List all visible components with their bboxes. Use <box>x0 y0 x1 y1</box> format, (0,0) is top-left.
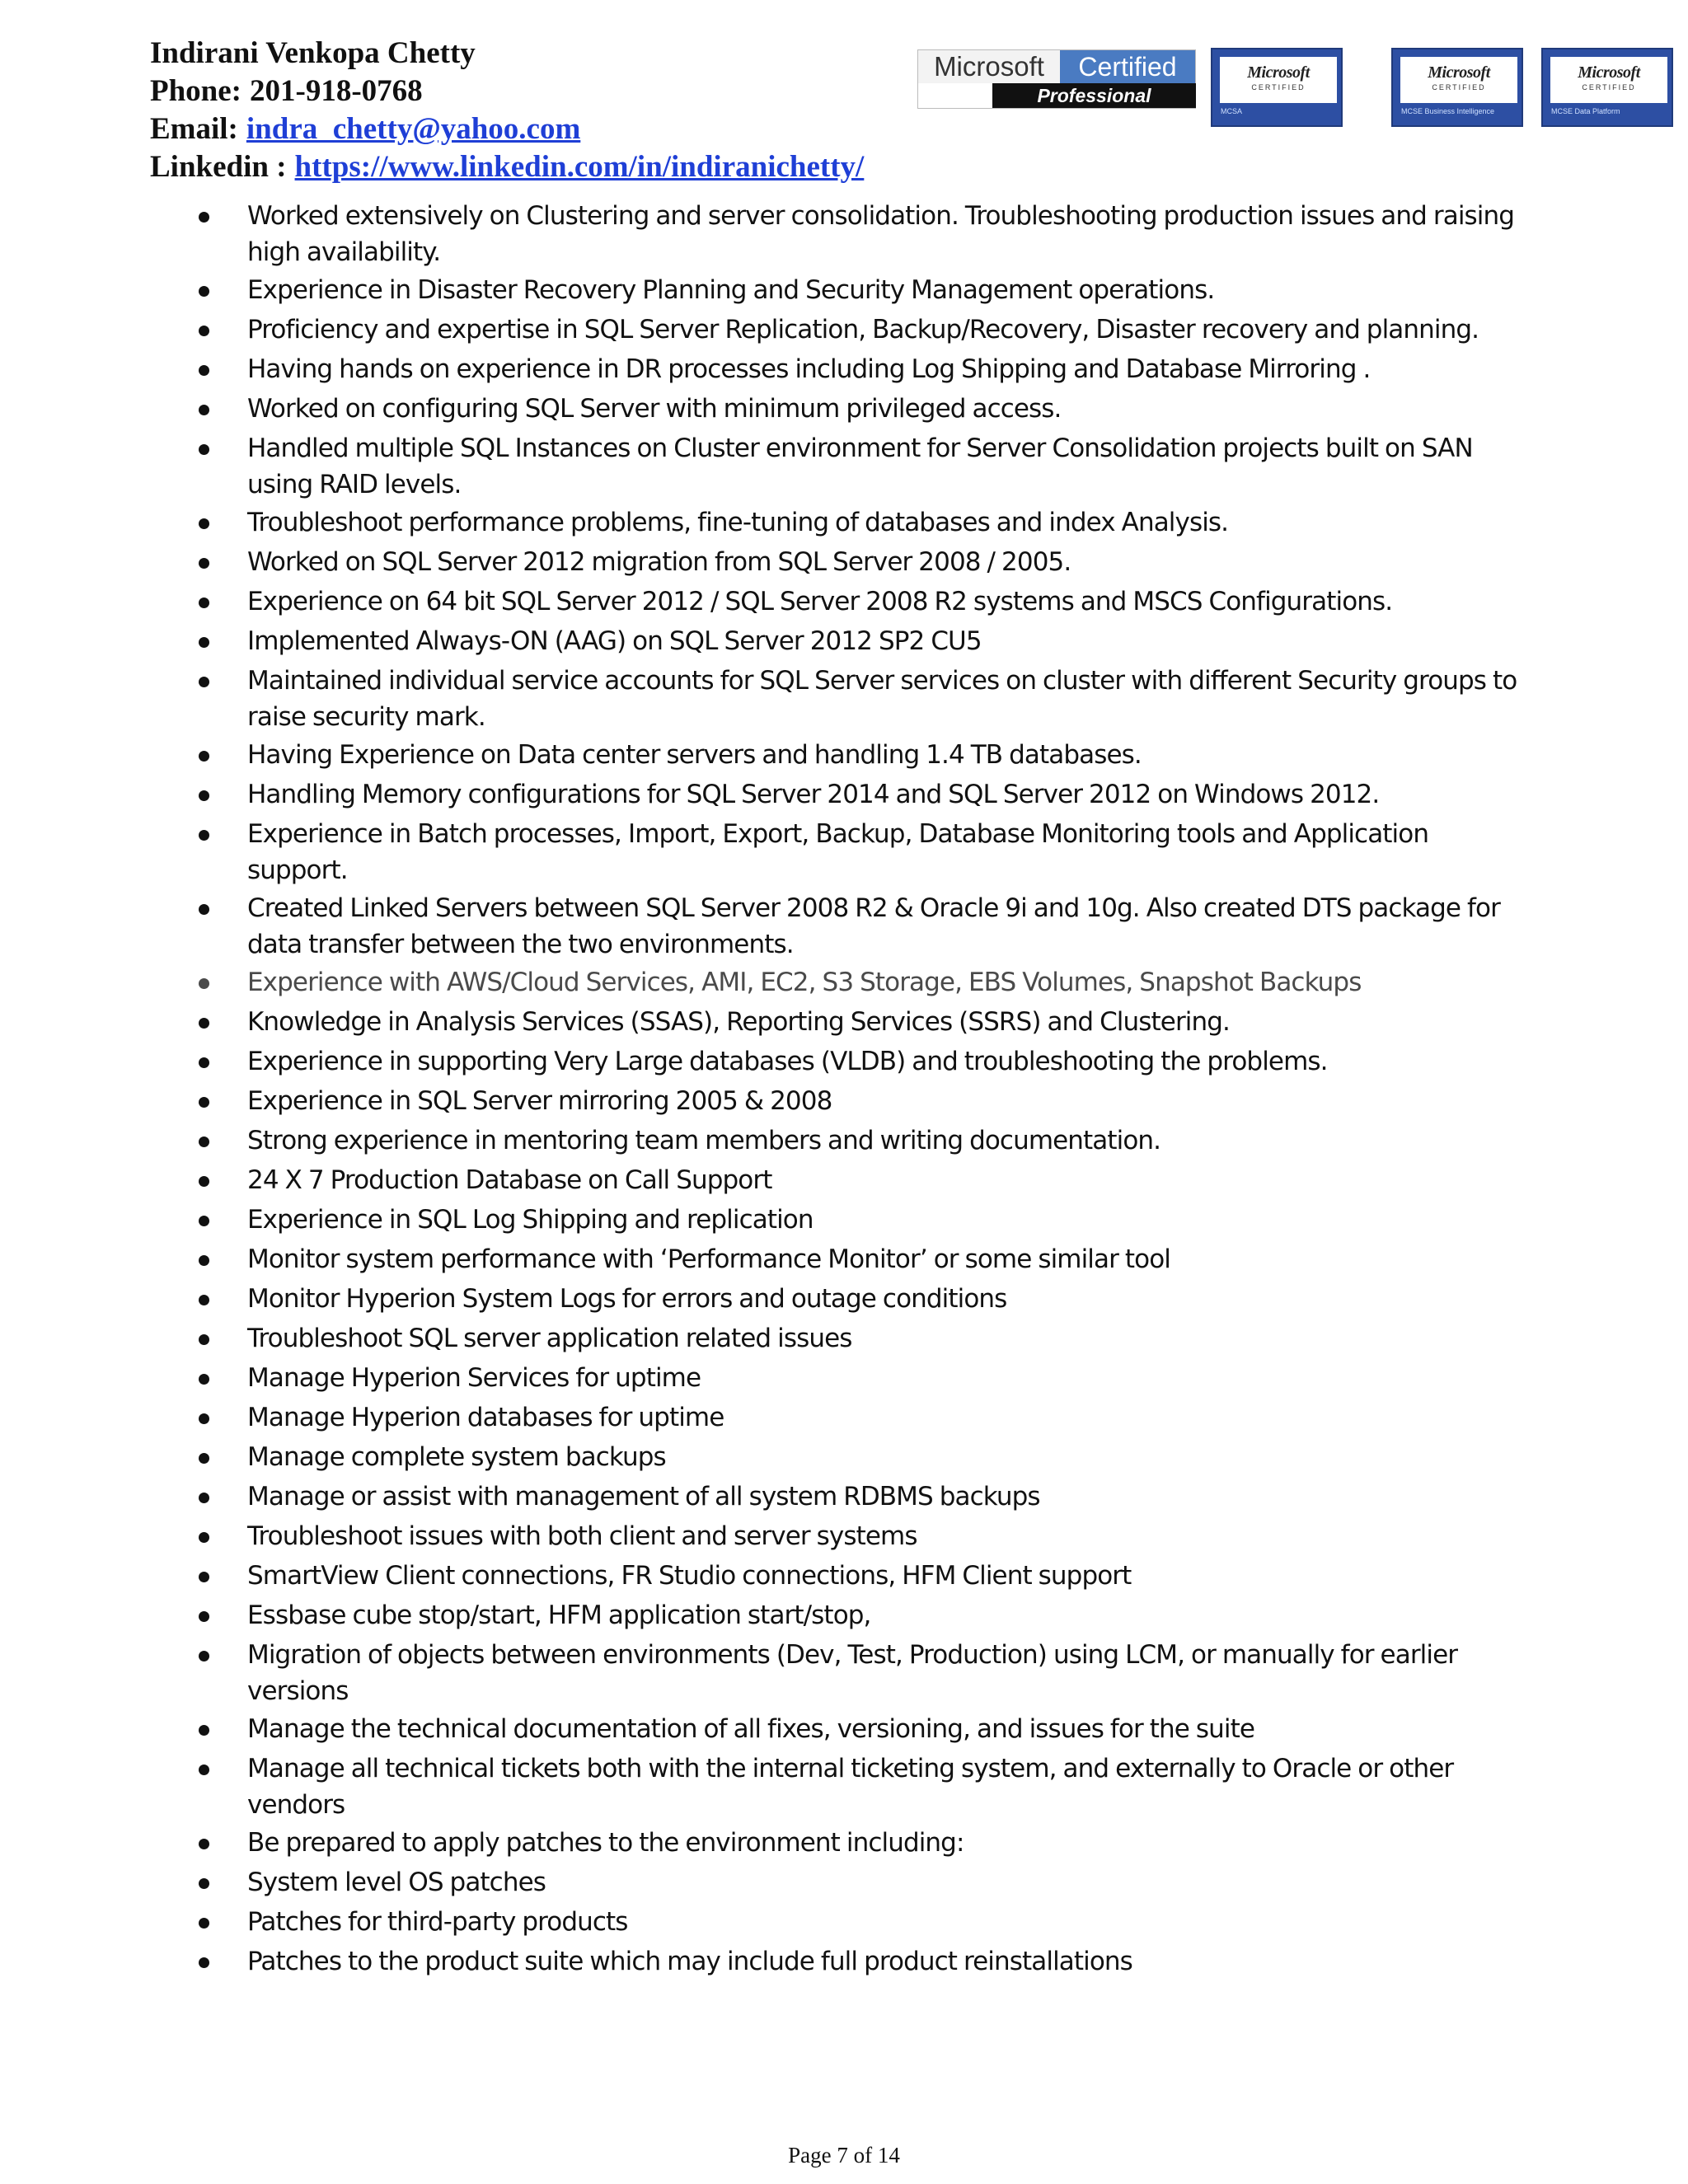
bullet-icon <box>199 1765 209 1775</box>
badge-foot-text: MCSA <box>1221 107 1243 115</box>
bullet-text: Patches to the product suite which may include full product reinstallations <box>247 1947 1132 1976</box>
bullet-icon <box>199 212 209 223</box>
bullet-icon <box>199 405 209 415</box>
email-label: Email: <box>150 112 238 146</box>
bullet-text: Manage Hyperion databases for uptime <box>247 1403 724 1432</box>
bullet-text: Migration of objects between environments (Dev, Test, Production) using LCM, or manually for earlier versions <box>247 1640 1458 1706</box>
bullet-text: Manage all technical tickets both with the internal ticketing system, and externally to Oracle or other vendors <box>247 1754 1454 1820</box>
list-item <box>0 1083 1688 1121</box>
bullet-icon <box>199 1255 209 1266</box>
badge-sub-text: CERTIFIED <box>1432 83 1486 91</box>
bullet-icon <box>199 598 209 608</box>
bullet-icon <box>199 1176 209 1187</box>
bullet-text: Proficiency and expertise in SQL Server Replication, Backup/Recovery, Disaster recovery and planning. <box>247 315 1479 344</box>
bullet-icon <box>199 1611 209 1622</box>
list-item <box>0 272 1688 310</box>
bullet-icon <box>199 1532 209 1543</box>
list-item <box>0 1320 1688 1358</box>
bullet-icon <box>199 286 209 297</box>
bullet-icon <box>199 751 209 762</box>
bullet-text: Manage complete system backups <box>247 1442 666 1472</box>
list-item <box>0 1750 1688 1823</box>
bullet-text: Worked on configuring SQL Server with minimum privileged access. <box>247 394 1062 424</box>
bullet-icon <box>199 1572 209 1582</box>
bullet-icon <box>199 1957 209 1968</box>
bullet-text: Created Linked Servers between SQL Server 2008 R2 & Oracle 9i and 10g. Also created DTS package for data transfer between the two environments. <box>247 893 1500 959</box>
list-item <box>0 776 1688 814</box>
bullet-icon <box>199 1651 209 1661</box>
phone-row <box>150 73 864 110</box>
mcse-bi-badge-logo <box>1391 48 1523 127</box>
bullet-icon <box>199 904 209 915</box>
bullet-icon <box>199 637 209 648</box>
badge-foot-text: MCSE Business Intelligence <box>1401 107 1495 115</box>
badge-brand-text: Microsoft <box>918 50 1060 83</box>
bullet-icon <box>199 978 209 989</box>
list-item <box>0 1043 1688 1081</box>
bullet-icon <box>199 444 209 455</box>
bullet-icon <box>199 677 209 687</box>
badge-sub-text: CERTIFIED <box>1251 83 1306 91</box>
bullet-text: Monitor Hyperion System Logs for errors and outage conditions <box>247 1284 1007 1314</box>
bullet-text: Experience on 64 bit SQL Server 2012 / SQL Server 2008 R2 systems and MSCS Configurations. <box>247 587 1393 616</box>
list-item <box>0 1399 1688 1437</box>
linkedin-link[interactable]: https://www.linkedin.com/in/indiranichetty/ <box>294 150 865 184</box>
mcsa-badge-logo <box>1211 48 1343 127</box>
list-item <box>0 1518 1688 1556</box>
bullet-icon <box>199 365 209 376</box>
bullet-icon <box>199 1493 209 1503</box>
mcse-data-platform-badge-logo <box>1541 48 1673 127</box>
bullet-icon <box>199 1878 209 1889</box>
list-item <box>0 964 1688 1002</box>
list-item <box>0 1360 1688 1398</box>
resume-header <box>150 35 864 186</box>
list-item <box>0 890 1688 963</box>
bullet-icon <box>199 1018 209 1029</box>
badge-level-text: Professional <box>992 83 1196 108</box>
linkedin-label: Linkedin : <box>150 150 287 184</box>
bullet-icon <box>199 1057 209 1068</box>
bullet-icon <box>199 1918 209 1929</box>
bullet-icon <box>199 1097 209 1108</box>
bullet-text: Troubleshoot issues with both client and server systems <box>247 1521 917 1551</box>
list-item <box>0 737 1688 775</box>
list-item <box>0 1904 1688 1942</box>
list-item <box>0 312 1688 349</box>
bullet-icon <box>199 326 209 336</box>
bullet-icon <box>199 1453 209 1464</box>
bullet-text: Knowledge in Analysis Services (SSAS), Reporting Services (SSRS) and Clustering. <box>247 1007 1230 1037</box>
bullet-icon <box>199 1295 209 1305</box>
list-item <box>0 1439 1688 1477</box>
bullet-text: Manage or assist with management of all system RDBMS backups <box>247 1482 1040 1511</box>
bullet-text: Handling Memory configurations for SQL Server 2014 and SQL Server 2012 on Windows 2012. <box>247 780 1380 809</box>
list-item <box>0 1241 1688 1279</box>
list-item <box>0 1637 1688 1709</box>
list-item <box>0 391 1688 429</box>
list-item <box>0 430 1688 503</box>
bullet-text: Manage the technical documentation of all fixes, versioning, and issues for the suite <box>247 1714 1255 1744</box>
bullet-text: System level OS patches <box>247 1868 546 1897</box>
bullet-text: Worked on SQL Server 2012 migration from SQL Server 2008 / 2005. <box>247 547 1071 577</box>
list-item <box>0 1281 1688 1319</box>
phone-label: Phone: <box>150 74 241 108</box>
bullet-icon <box>199 1137 209 1147</box>
candidate-name: Indirani Venkopa Chetty <box>150 36 476 70</box>
list-item <box>0 1558 1688 1596</box>
badge-foot-text: MCSE Data Platform <box>1551 107 1620 115</box>
bullet-text: Experience in Batch processes, Import, Export, Backup, Database Monitoring tools and Application support. <box>247 819 1429 885</box>
list-item <box>0 1479 1688 1516</box>
bullet-icon <box>199 558 209 569</box>
bullet-text: Having Experience on Data center servers and handling 1.4 TB databases. <box>247 740 1142 770</box>
badge-brand-text: Microsoft <box>1428 63 1490 82</box>
bullet-text: Having hands on experience in DR processes including Log Shipping and Database Mirroring . <box>247 354 1371 384</box>
list-item <box>0 1162 1688 1200</box>
badge-brand-text: Microsoft <box>1578 63 1640 82</box>
list-item <box>0 1202 1688 1240</box>
list-item <box>0 1943 1688 1981</box>
bullet-icon <box>199 790 209 801</box>
list-item <box>0 663 1688 735</box>
bullet-text: Experience in SQL Log Shipping and replication <box>247 1205 814 1235</box>
bullet-icon <box>199 1725 209 1736</box>
microsoft-certified-professional-logo <box>917 49 1196 109</box>
bullet-icon <box>199 1413 209 1424</box>
list-item <box>0 351 1688 389</box>
linkedin-row <box>150 148 864 186</box>
list-item <box>0 1004 1688 1042</box>
list-item <box>0 1864 1688 1902</box>
bullet-icon <box>199 1334 209 1345</box>
list-item <box>0 1711 1688 1749</box>
bullet-text: Monitor system performance with ‘Performance Monitor’ or some similar tool <box>247 1244 1171 1274</box>
list-item <box>0 1825 1688 1863</box>
bullet-text: Implemented Always-ON (AAG) on SQL Server 2012 SP2 CU5 <box>247 626 982 656</box>
bullet-text: Troubleshoot performance problems, fine-tuning of databases and index Analysis. <box>247 508 1229 537</box>
bullet-icon <box>199 1839 209 1849</box>
bullet-icon <box>199 518 209 529</box>
list-item <box>0 583 1688 621</box>
bullet-text: Troubleshoot SQL server application related issues <box>247 1324 852 1353</box>
badge-brand-text: Microsoft <box>1247 63 1310 82</box>
bullet-text: Manage Hyperion Services for uptime <box>247 1363 701 1393</box>
email-link[interactable]: indra_chetty@yahoo.com <box>246 112 581 146</box>
bullet-text: Be prepared to apply patches to the environment including: <box>247 1828 964 1858</box>
list-item <box>0 1122 1688 1160</box>
bullet-icon <box>199 1374 209 1385</box>
list-item <box>0 1597 1688 1635</box>
phone-number: 201-918-0768 <box>250 74 423 108</box>
bullet-text: SmartView Client connections, FR Studio connections, HFM Client support <box>247 1561 1132 1591</box>
list-item <box>0 504 1688 542</box>
bullet-text: Patches for third-party products <box>247 1907 628 1937</box>
bullet-icon <box>199 830 209 841</box>
bullet-text: Worked extensively on Clustering and server consolidation. Troubleshooting production issues and raising high availability. <box>247 201 1515 267</box>
list-item <box>0 623 1688 661</box>
list-item <box>0 544 1688 582</box>
bullet-text: Strong experience in mentoring team members and writing documentation. <box>247 1126 1161 1155</box>
bullet-text: Maintained individual service accounts for SQL Server services on cluster with different Security groups to raise security mark. <box>247 666 1517 732</box>
page-number: Page 7 of 14 <box>788 2143 900 2168</box>
email-row <box>150 110 864 148</box>
experience-bullet-list <box>0 198 1688 1981</box>
bullet-text: 24 X 7 Production Database on Call Support <box>247 1165 772 1195</box>
bullet-text: Experience in Disaster Recovery Planning and Security Management operations. <box>247 275 1215 305</box>
bullet-icon <box>199 1216 209 1226</box>
bullet-text: Handled multiple SQL Instances on Cluster environment for Server Consolidation projects built on SAN using RAID levels. <box>247 434 1473 499</box>
bullet-text: Experience in supporting Very Large databases (VLDB) and troubleshooting the problems. <box>247 1047 1328 1076</box>
list-item <box>0 816 1688 888</box>
bullet-text: Experience with AWS/Cloud Services, AMI, EC2, S3 Storage, EBS Volumes, Snapshot Backups <box>247 968 1362 997</box>
bullet-text: Experience in SQL Server mirroring 2005 & 2008 <box>247 1086 832 1116</box>
badge-sub-text: CERTIFIED <box>1582 83 1636 91</box>
bullet-text: Essbase cube stop/start, HFM application start/stop, <box>247 1601 871 1630</box>
list-item <box>0 198 1688 270</box>
badge-certified-text: Certified <box>1060 50 1195 83</box>
